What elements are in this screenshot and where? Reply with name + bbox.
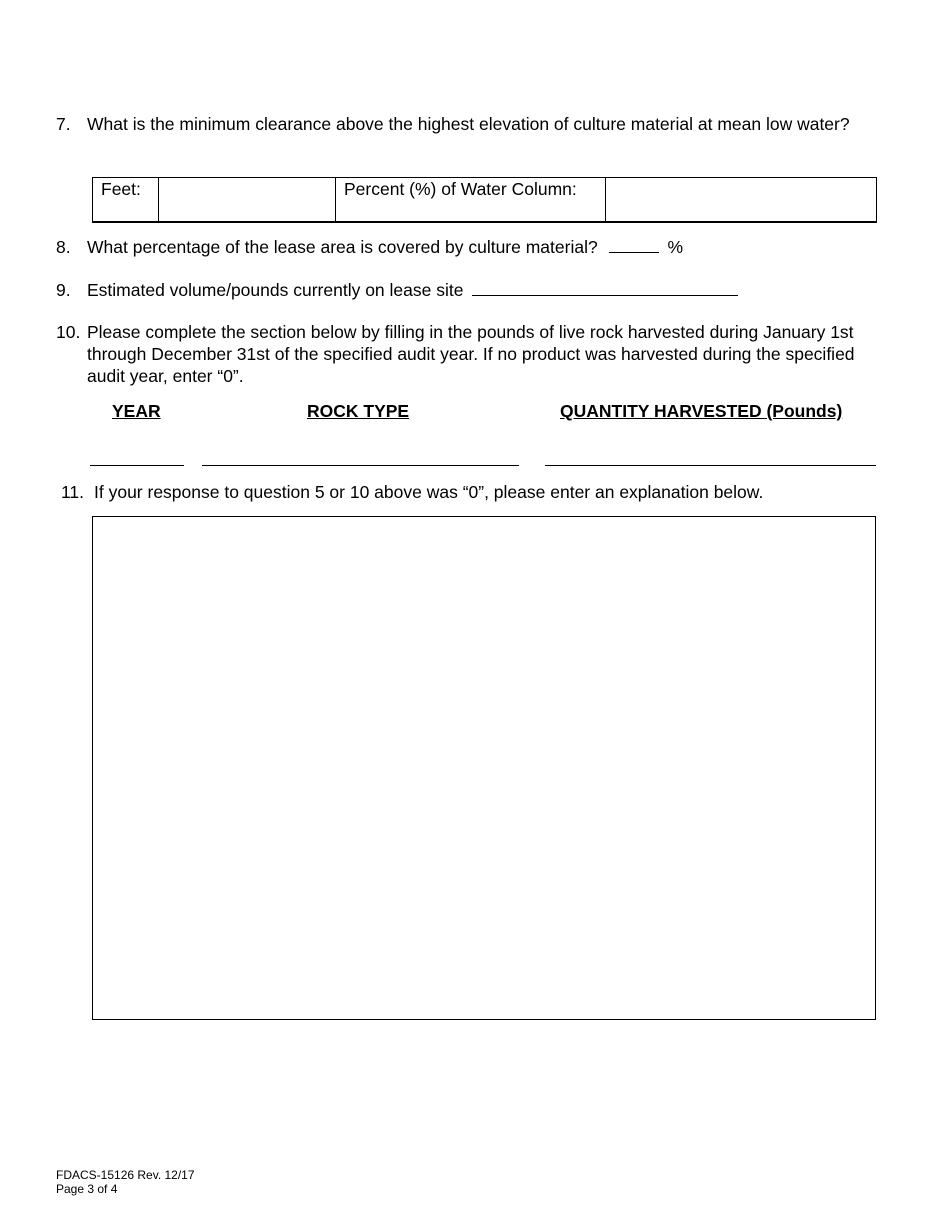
question-11-text: If your response to question 5 or 10 above was “0”, please enter an explanation below. [94, 482, 764, 502]
question-8-line [87, 236, 683, 258]
feet-field[interactable] [159, 178, 336, 222]
question-9-number: 9. [56, 280, 71, 300]
rock-type-field[interactable] [202, 465, 519, 466]
question-10-number: 10. [56, 322, 81, 342]
coverage-percent-field[interactable] [609, 236, 659, 253]
rock-type-header: ROCK TYPE [307, 401, 410, 421]
percent-water-column-label: Percent (%) of Water Column: [336, 178, 606, 222]
volume-pounds-field[interactable] [472, 279, 738, 296]
question-8-text: What percentage of the lease area is covered by culture material? [87, 237, 598, 257]
question-9 [56, 279, 876, 301]
question-8 [56, 236, 876, 258]
question-7 [56, 113, 876, 157]
form-id: FDACS-15126 Rev. 12/17 [56, 1168, 195, 1182]
coverage-percent-suffix: % [667, 237, 684, 257]
question-9-text: Estimated volume/pounds currently on lease site [87, 280, 464, 300]
year-header: YEAR [112, 401, 161, 421]
question-11-number: 11. [61, 482, 85, 502]
question-7-number: 7. [56, 114, 71, 134]
year-field[interactable] [90, 465, 184, 466]
explanation-textarea[interactable] [92, 516, 876, 1020]
clearance-row [93, 178, 877, 222]
question-11 [61, 481, 881, 503]
quantity-harvested-field[interactable] [545, 465, 876, 466]
question-10-text: Please complete the section below by filling in the pounds of live rock harvested during January 1st through December 31st of the specified audit year. If no product was harvested during the specified audit year, enter “0”. [87, 322, 855, 386]
question-10 [56, 321, 876, 387]
feet-label: Feet: [93, 178, 159, 222]
question-8-number: 8. [56, 237, 71, 257]
quantity-harvested-header: QUANTITY HARVESTED (Pounds) [560, 401, 843, 421]
question-9-line [87, 279, 738, 301]
percent-water-column-field[interactable] [606, 178, 877, 222]
question-7-text: What is the minimum clearance above the highest elevation of culture material at mean low water? [87, 114, 850, 134]
page-number: Page 3 of 4 [56, 1182, 118, 1196]
clearance-table [92, 177, 877, 223]
